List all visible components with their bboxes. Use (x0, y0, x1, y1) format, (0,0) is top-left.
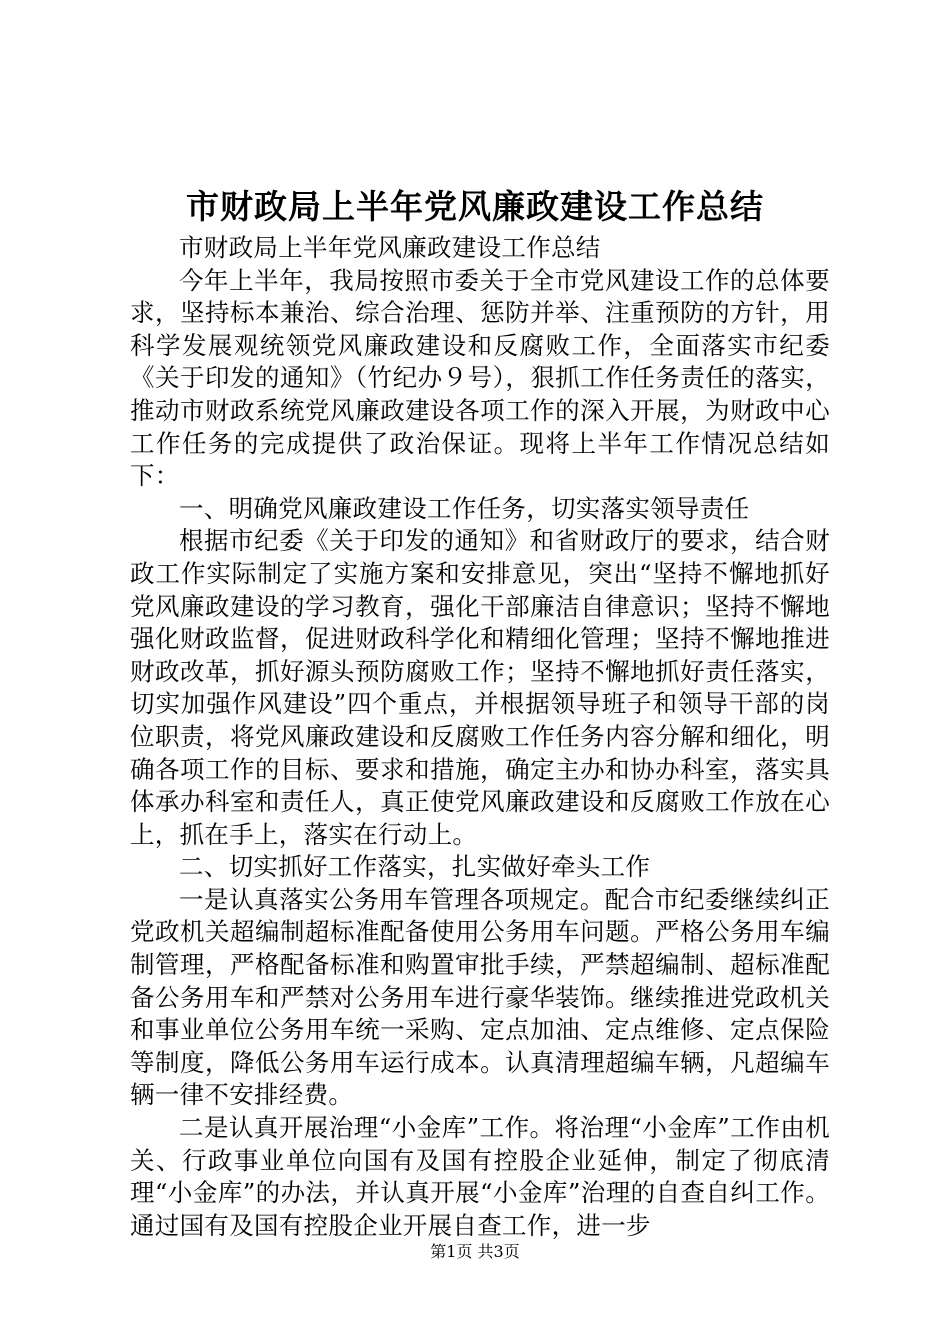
section-heading-2: 二、切实抓好工作落实，扎实做好牵头工作 (179, 852, 651, 882)
page-number-footer: 第1页 共3页 (430, 1242, 520, 1261)
document-title: 市财政局上半年党风廉政建设工作总结 (186, 187, 764, 226)
section-heading-1: 一、明确党风廉政建设工作任务，切实落实领导责任 (179, 493, 750, 523)
paragraph-subtitle: 市财政局上半年党风廉政建设工作总结 (179, 233, 601, 262)
paragraph-item-1: 一是认真落实公务用车管理各项规定。配合市纪委继续纠正党政机关超编制超标准配备使用公务用车问题。严格公务用车编制管理，严格配备标准和购置审批手续，严禁超编制、超标准配备公务用车和严禁对公务用车进行豪华装饰。继续推进党政机关和事业单位公务用车统一采购、定点加油、定点维修、定点保险等制度，降低公务用车运行成本。认真清理超编车辆，凡超编车辆一律不安排经费。 (130, 884, 830, 1110)
paragraph-section-1: 根据市纪委《关于印发的通知》和省财政厅的要求，结合财政工作实际制定了实施方案和安排意见，突出“坚持不懈地抓好党风廉政建设的学习教育，强化干部廉洁自律意识；坚持不懈地强化财政监督，促进财政科学化和精细化管理；坚持不懈地推进财政改革，抓好源头预防腐败工作；坚持不懈地抓好责任落实，切实加强作风建设”四个重点，并根据领导班子和领导干部的岗位职责，将党风廉政建设和反腐败工作任务内容分解和细化，明确各项工作的目标、要求和措施，确定主办和协办科室，落实具体承办科室和责任人，真正使党风廉政建设和反腐败工作放在心上，抓在手上，落实在行动上。 (130, 526, 830, 849)
paragraph-intro: 今年上半年，我局按照市委关于全市党风建设工作的总体要求，坚持标本兼治、综合治理、惩防并举、注重预防的方针，用科学发展观统领党风廉政建设和反腐败工作，全面落实市纪委《关于印发的通知》（竹纪办９号），狠抓工作任务责任的落实，推动市财政系统党风廉政建设各项工作的深入开展，为财政中心工作任务的完成提供了政治保证。现将上半年工作情况总结如下： (130, 265, 830, 491)
document-body (130, 232, 830, 1242)
paragraph-item-2: 二是认真开展治理“小金库”工作。将治理“小金库”工作由机关、行政事业单位向国有及国有控股企业延伸，制定了彻底清理“小金库”的办法，并认真开展“小金库”治理的自查自纠工作。通过国有及国有控股企业开展自查工作，进一步 (130, 1113, 830, 1240)
